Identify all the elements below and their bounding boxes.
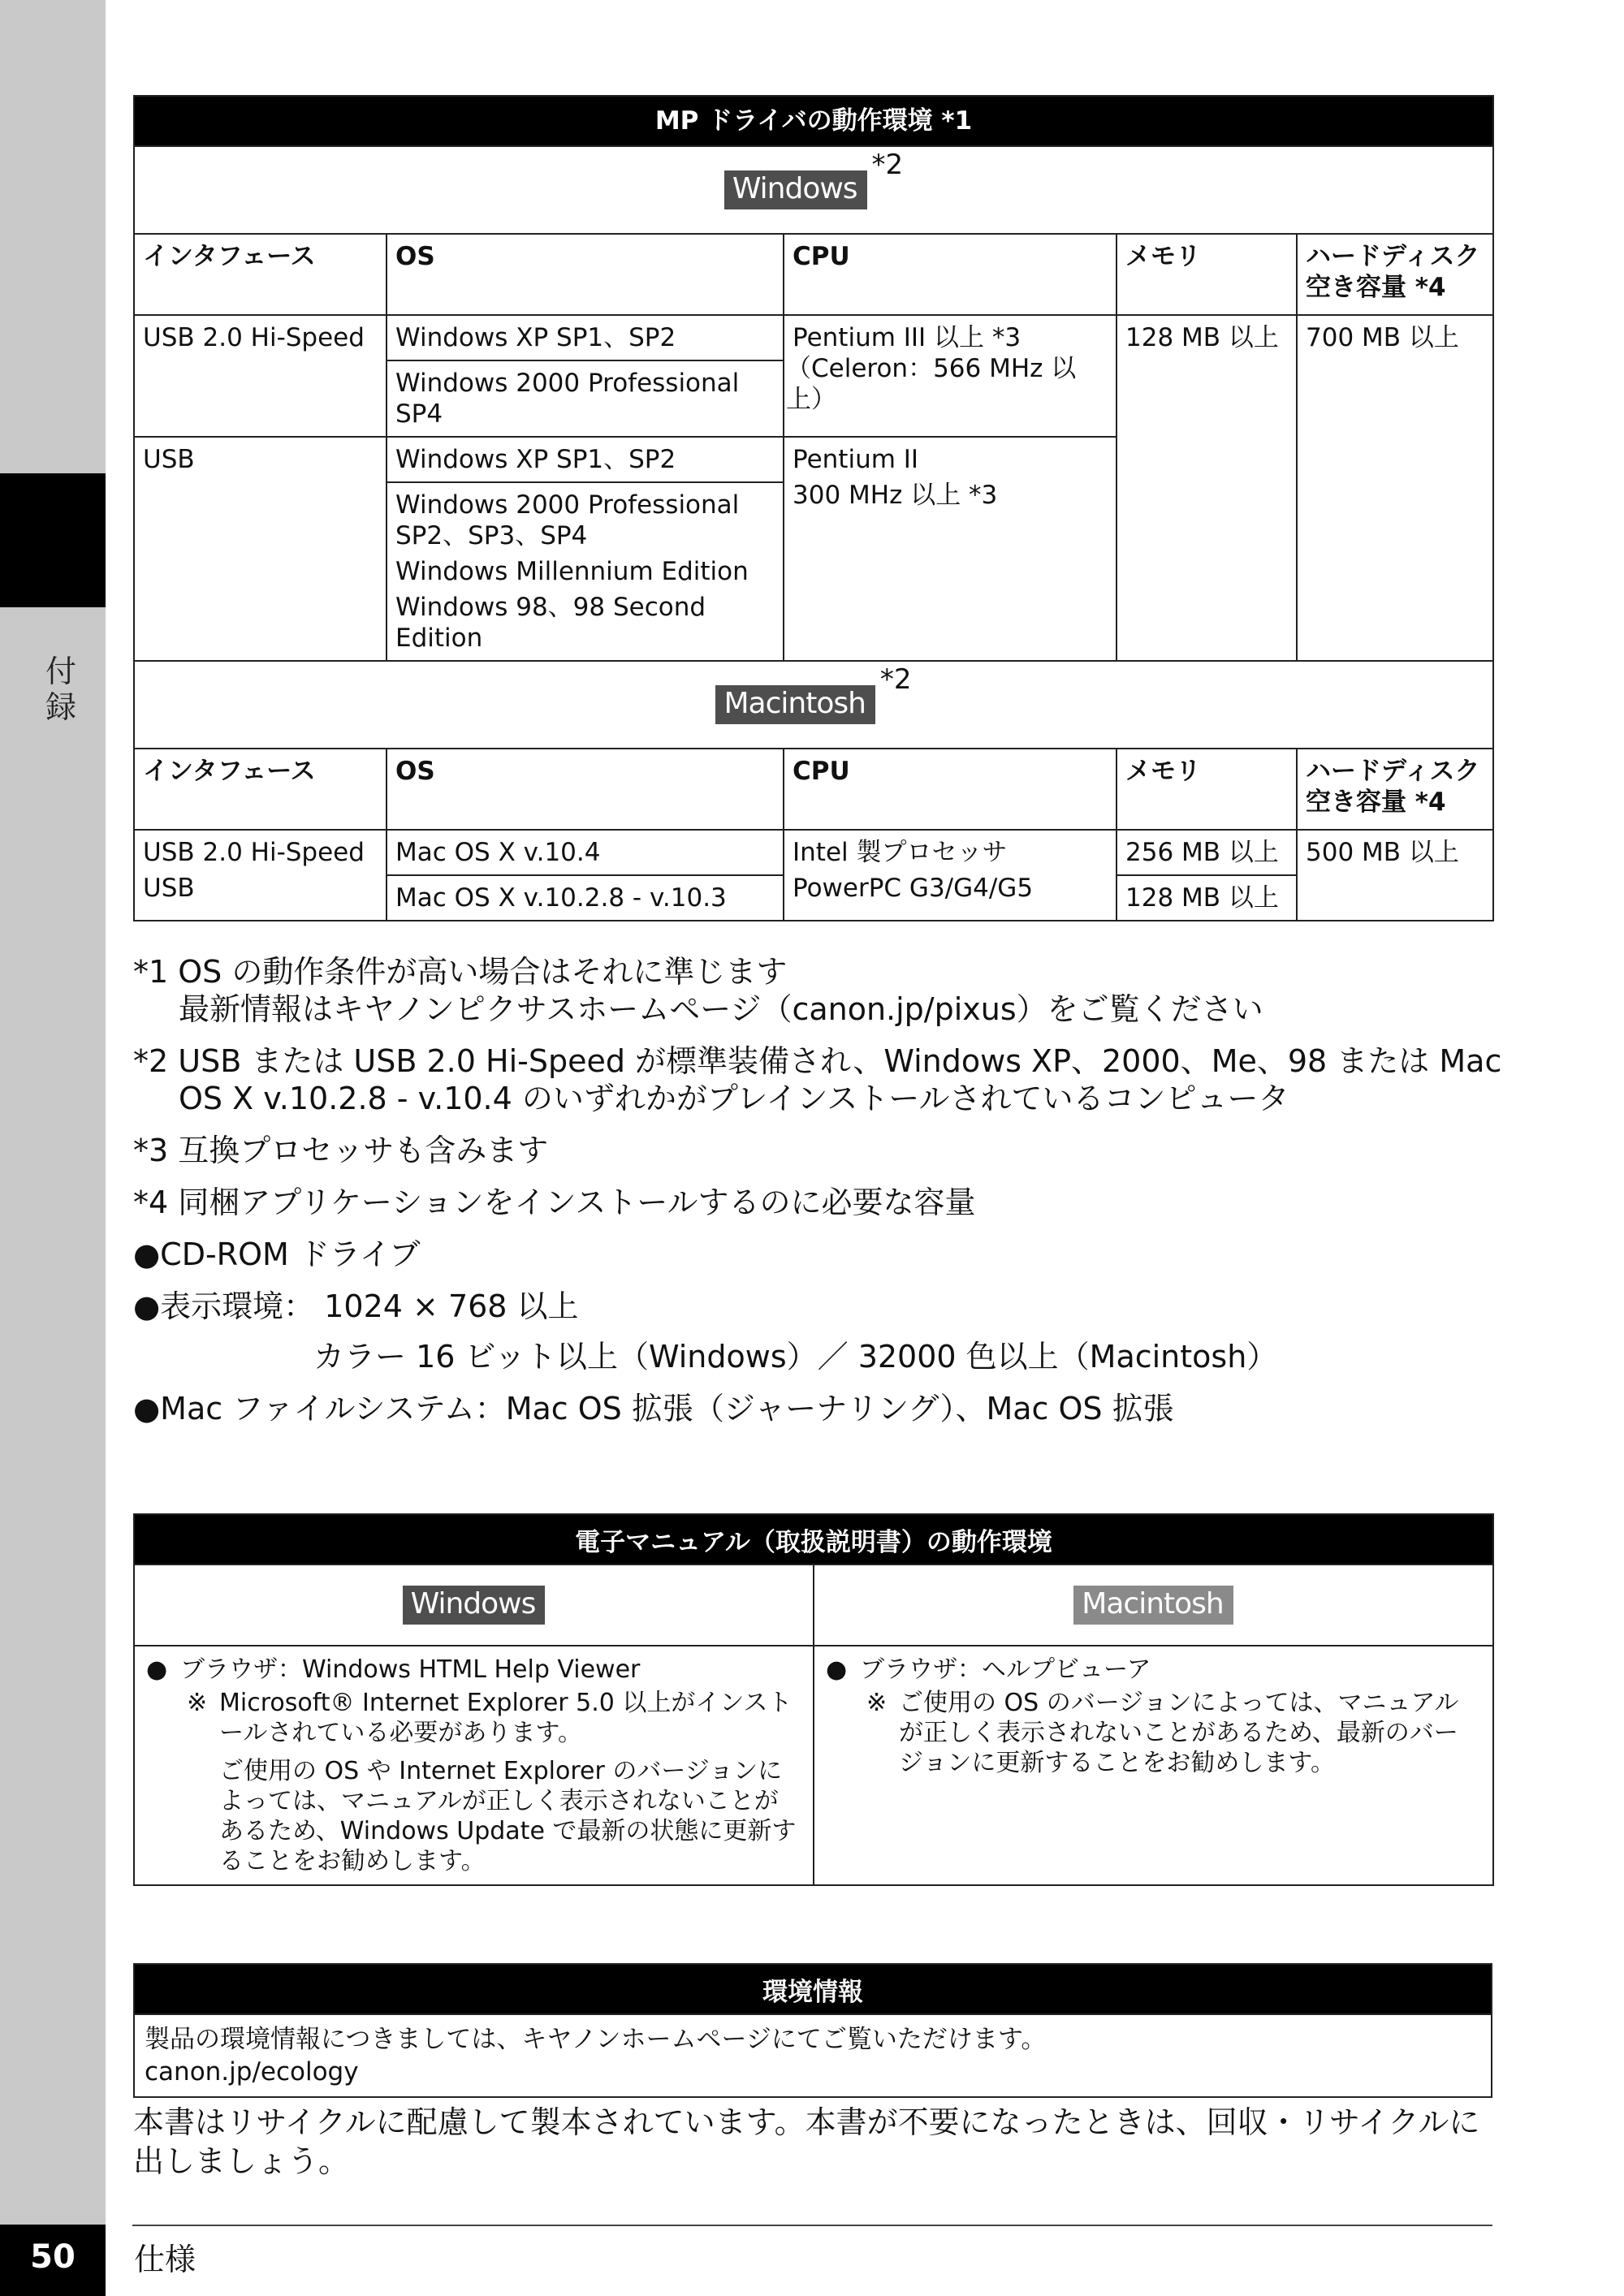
win-usb20-cpu-line2: （Celeron：566 MHz 以上） [786, 354, 1077, 414]
env-line-1: 製品の環境情報につきましては、キヤノンホームページにてご覧いただけます。 [145, 2025, 1047, 2054]
manual-requirements-table [133, 1513, 1494, 1886]
mac-logo-note: *2 [879, 663, 912, 696]
mac-col-header-interface: インタフェース [134, 749, 387, 830]
win-usb20-os1: Windows XP SP1、SP2 [387, 315, 784, 360]
section-tab [0, 473, 106, 607]
manual-mac-logo-cell [814, 1564, 1493, 1646]
mac-col-header-hdd: ハードディスク 空き容量 *4 [1297, 749, 1493, 830]
note-mark-icon: ※ [866, 1689, 888, 1717]
win-hdd: 700 MB 以上 [1297, 315, 1493, 661]
footnotes [133, 953, 1514, 1427]
col-header-memory: メモリ [1116, 234, 1297, 315]
win-note-2: ご使用の OS や Internet Explorer のバージョンによっては、マニュアルが正しく表示されないことがあるため、Windows Update で最新の状態に更新することをお勧めします。 [219, 1757, 797, 1875]
col-header-cpu: CPU [784, 234, 1116, 315]
footnote-2a: *2 USB または USB 2.0 Hi-Speed が標準装備され、Windows XP、2000、Me、98 または Mac [133, 1043, 1502, 1079]
bullet-icon: ● [146, 1655, 168, 1684]
col-header-interface: インタフェース [134, 234, 387, 315]
windows-logo: Windows [403, 1586, 546, 1625]
mac-memory2: 128 MB 以上 [1116, 875, 1297, 921]
macintosh-logo: Macintosh [1073, 1586, 1233, 1625]
bullet-icon: ● [826, 1655, 848, 1684]
win-note-1: Microsoft® Internet Explorer 5.0 以上がインストールされている必要があります。 [219, 1689, 793, 1747]
mac-interface-line1: USB 2.0 Hi-Speed [143, 838, 365, 867]
win-usb-interface: USB [134, 437, 387, 661]
win-usb20-os2: Windows 2000 Professional SP4 [387, 360, 784, 437]
win-memory: 128 MB 以上 [1116, 315, 1297, 661]
footer-chapter-title: 仕様 [134, 2242, 197, 2277]
win-usb-os1: Windows XP SP1、SP2 [387, 437, 784, 482]
win-browser: ブラウザ：Windows HTML Help Viewer [180, 1655, 641, 1684]
win-usb20-interface: USB 2.0 Hi-Speed [134, 315, 387, 437]
req-display-colors: カラー 16 ビット以上（Windows）／ 32000 色以上（Macintosh） [313, 1339, 1278, 1375]
note-mark-icon: ※ [187, 1689, 208, 1717]
footnote-1a: *1 OS の動作条件が高い場合はそれに準じます [133, 954, 788, 990]
win-usb-os3: Windows Millennium Edition [395, 557, 749, 586]
col-header-hdd: ハードディスク 空き容量 *4 [1297, 234, 1493, 315]
mac-col-header-os: OS [387, 749, 784, 830]
windows-logo-row [134, 146, 1493, 234]
environment-info-table [133, 1963, 1492, 2098]
footnote-1b: 最新情報はキヤノンピクサスホームページ（canon.jp/pixus）をご覧ください [179, 991, 1263, 1027]
mac-os2: Mac OS X v.10.2.8 - v.10.3 [387, 875, 784, 921]
mac-logo-row [134, 661, 1493, 749]
win-usb-os4: Windows 98、98 Second Edition [395, 593, 706, 653]
windows-logo-note: *2 [871, 149, 904, 181]
macintosh-logo: Macintosh [715, 685, 875, 724]
manual-mac-body [814, 1646, 1493, 1885]
mac-interface-line2: USB [143, 874, 195, 903]
mac-col-header-cpu: CPU [784, 749, 1116, 830]
mac-browser: ブラウザ：ヘルプビューア [860, 1655, 1151, 1684]
req-cdrom: ●CD-ROM ドライブ [133, 1236, 421, 1272]
env-link[interactable]: canon.jp/ecology [145, 2057, 359, 2087]
manual-table-title: 電子マニュアル（取扱説明書）の動作環境 [134, 1514, 1493, 1564]
driver-table-title: MP ドライバの動作環境 *1 [134, 96, 1493, 146]
env-table-title: 環境情報 [134, 1964, 1492, 2014]
mac-note-1: ご使用の OS のバージョンによっては、マニュアルが正しく表示されないことがあるため、最新のバージョンに更新することをお勧めします。 [899, 1689, 1459, 1777]
req-mac-filesystem: ●Mac ファイルシステム：Mac OS 拡張（ジャーナリング）、Mac OS 拡張 [133, 1391, 1174, 1426]
mac-col-header-memory: メモリ [1116, 749, 1297, 830]
mac-interface [134, 830, 387, 921]
col-header-os: OS [387, 234, 784, 315]
page-number: 50 [0, 2225, 106, 2296]
win-usb-os-group [387, 482, 784, 661]
side-gutter [0, 0, 106, 2296]
mac-os1: Mac OS X v.10.4 [387, 830, 784, 875]
mac-cpu-line1: Intel 製プロセッサ [793, 838, 1008, 867]
win-usb-cpu-line2: 300 MHz 以上 *3 [793, 481, 998, 510]
manual-windows-logo-cell [134, 1564, 814, 1646]
manual-windows-body [134, 1646, 814, 1885]
mac-cpu [784, 830, 1116, 921]
win-usb-cpu [784, 437, 1116, 661]
footnote-4: *4 同梱アプリケーションをインストールするのに必要な容量 [133, 1185, 976, 1220]
win-usb-os2: Windows 2000 Professional SP2、SP3、SP4 [395, 490, 740, 550]
mac-memory1: 256 MB 以上 [1116, 830, 1297, 875]
mac-cpu-line2: PowerPC G3/G4/G5 [793, 874, 1034, 903]
req-display: ●表示環境： 1024 × 768 以上 [133, 1288, 579, 1324]
mac-hdd: 500 MB 以上 [1297, 830, 1493, 921]
section-label: 付録 [45, 654, 76, 725]
footnote-3: *3 互換プロセッサも含みます [133, 1133, 549, 1168]
env-body [134, 2014, 1492, 2097]
windows-logo: Windows [724, 170, 867, 209]
driver-requirements-table [133, 95, 1494, 921]
recycle-note: 本書はリサイクルに配慮して製本されています。本書が不要になったときは、回収・リサイクルに出しましょう。 [133, 2104, 1480, 2179]
win-usb20-cpu [784, 315, 1116, 437]
win-usb20-cpu-line1: Pentium III 以上 *3 [793, 323, 1021, 352]
footer-rule [132, 2225, 1492, 2226]
footnote-2b: OS X v.10.2.8 - v.10.4 のいずれかがプレインストールされているコンピュータ [179, 1081, 1289, 1116]
win-usb-cpu-line1: Pentium II [793, 445, 919, 474]
